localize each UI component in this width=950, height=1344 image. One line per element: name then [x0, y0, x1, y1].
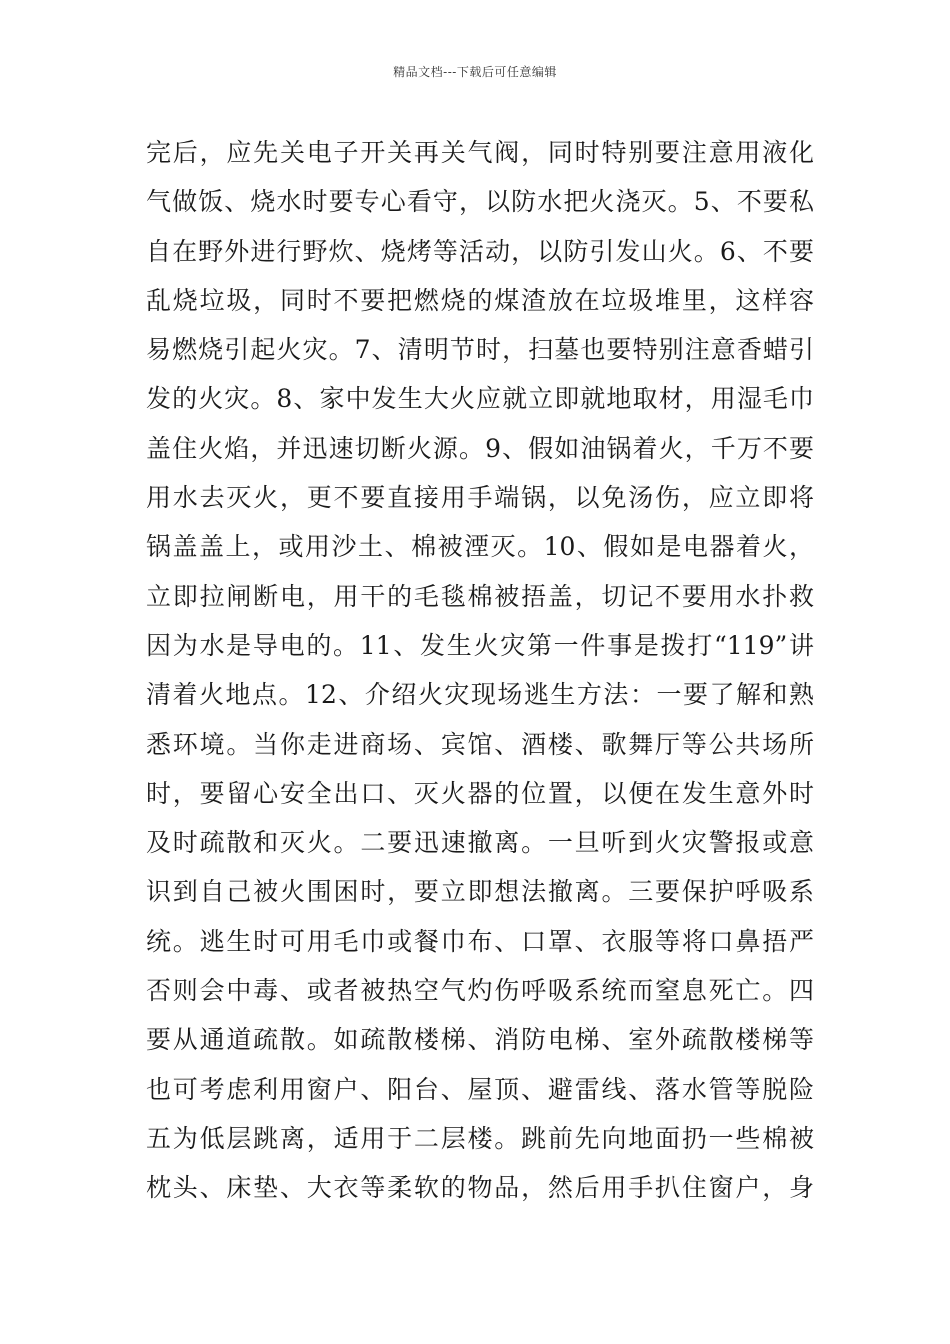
- text-line: 自在野外进行野炊、烧烤等活动，以防引发山火。6、不要: [146, 236, 814, 266]
- text-line: 盖住火焰，并迅速切断火源。9、假如油锅着火，千万不要: [146, 433, 814, 463]
- text-line: 完后，应先关电子开关再关气阀，同时特别要注意用液化: [146, 138, 814, 167]
- text-line: 用水去灭火，更不要直接用手端锅，以免汤伤，应立即将: [146, 483, 814, 513]
- text-line: 发的火灾。8、家中发生大火应就立即就地取材，用湿毛巾: [146, 384, 814, 414]
- text-line: 悉环境。当你走进商场、宾馆、酒楼、歌舞厅等公共场所: [146, 729, 814, 759]
- text-line: 易燃烧引起火灾。7、清明节时，扫墓也要特别注意香蜡引: [146, 335, 814, 365]
- body-text: [146, 128, 814, 1213]
- text-line: 时，要留心安全出口、灭火器的位置，以便在发生意外时: [146, 778, 814, 808]
- page-header: 精品文档---下载后可任意编辑: [393, 65, 557, 79]
- text-line: 清着火地点。12、介绍火灾现场逃生方法：一要了解和熟: [146, 680, 814, 710]
- text-line: 及时疏散和灭火。二要迅速撤离。一旦听到火灾警报或意: [146, 828, 814, 858]
- text-line: 枕头、床垫、大衣等柔软的物品，然后用手扒住窗户，身: [146, 1173, 814, 1203]
- text-line: 识到自己被火围困时，要立即想法撤离。三要保护呼吸系: [146, 877, 814, 907]
- text-line: 气做饭、烧水时要专心看守，以防水把火浇灭。5、不要私: [146, 187, 814, 217]
- text-line: 否则会中毒、或者被热空气灼伤呼吸系统而窒息死亡。四: [146, 976, 814, 1006]
- text-line: 统。逃生时可用毛巾或餐巾布、口罩、衣服等将口鼻捂严: [146, 926, 814, 956]
- text-line: 要从通道疏散。如疏散楼梯、消防电梯、室外疏散楼梯等: [146, 1025, 814, 1055]
- text-line: 也可考虑利用窗户、阳台、屋顶、避雷线、落水管等脱险: [146, 1074, 814, 1104]
- text-line: 立即拉闸断电，用干的毛毯棉被捂盖，切记不要用水扑救: [146, 581, 814, 611]
- text-line: 乱烧垃圾，同时不要把燃烧的煤渣放在垃圾堆里，这样容: [146, 285, 814, 315]
- text-line: 因为水是导电的。11、发生火灾第一件事是拨打“119”讲: [146, 630, 814, 660]
- text-line: 五为低层跳离，适用于二层楼。跳前先向地面扔一些棉被: [146, 1123, 814, 1153]
- text-line: 锅盖盖上，或用沙土、棉被湮灭。10、假如是电器着火，: [146, 532, 814, 562]
